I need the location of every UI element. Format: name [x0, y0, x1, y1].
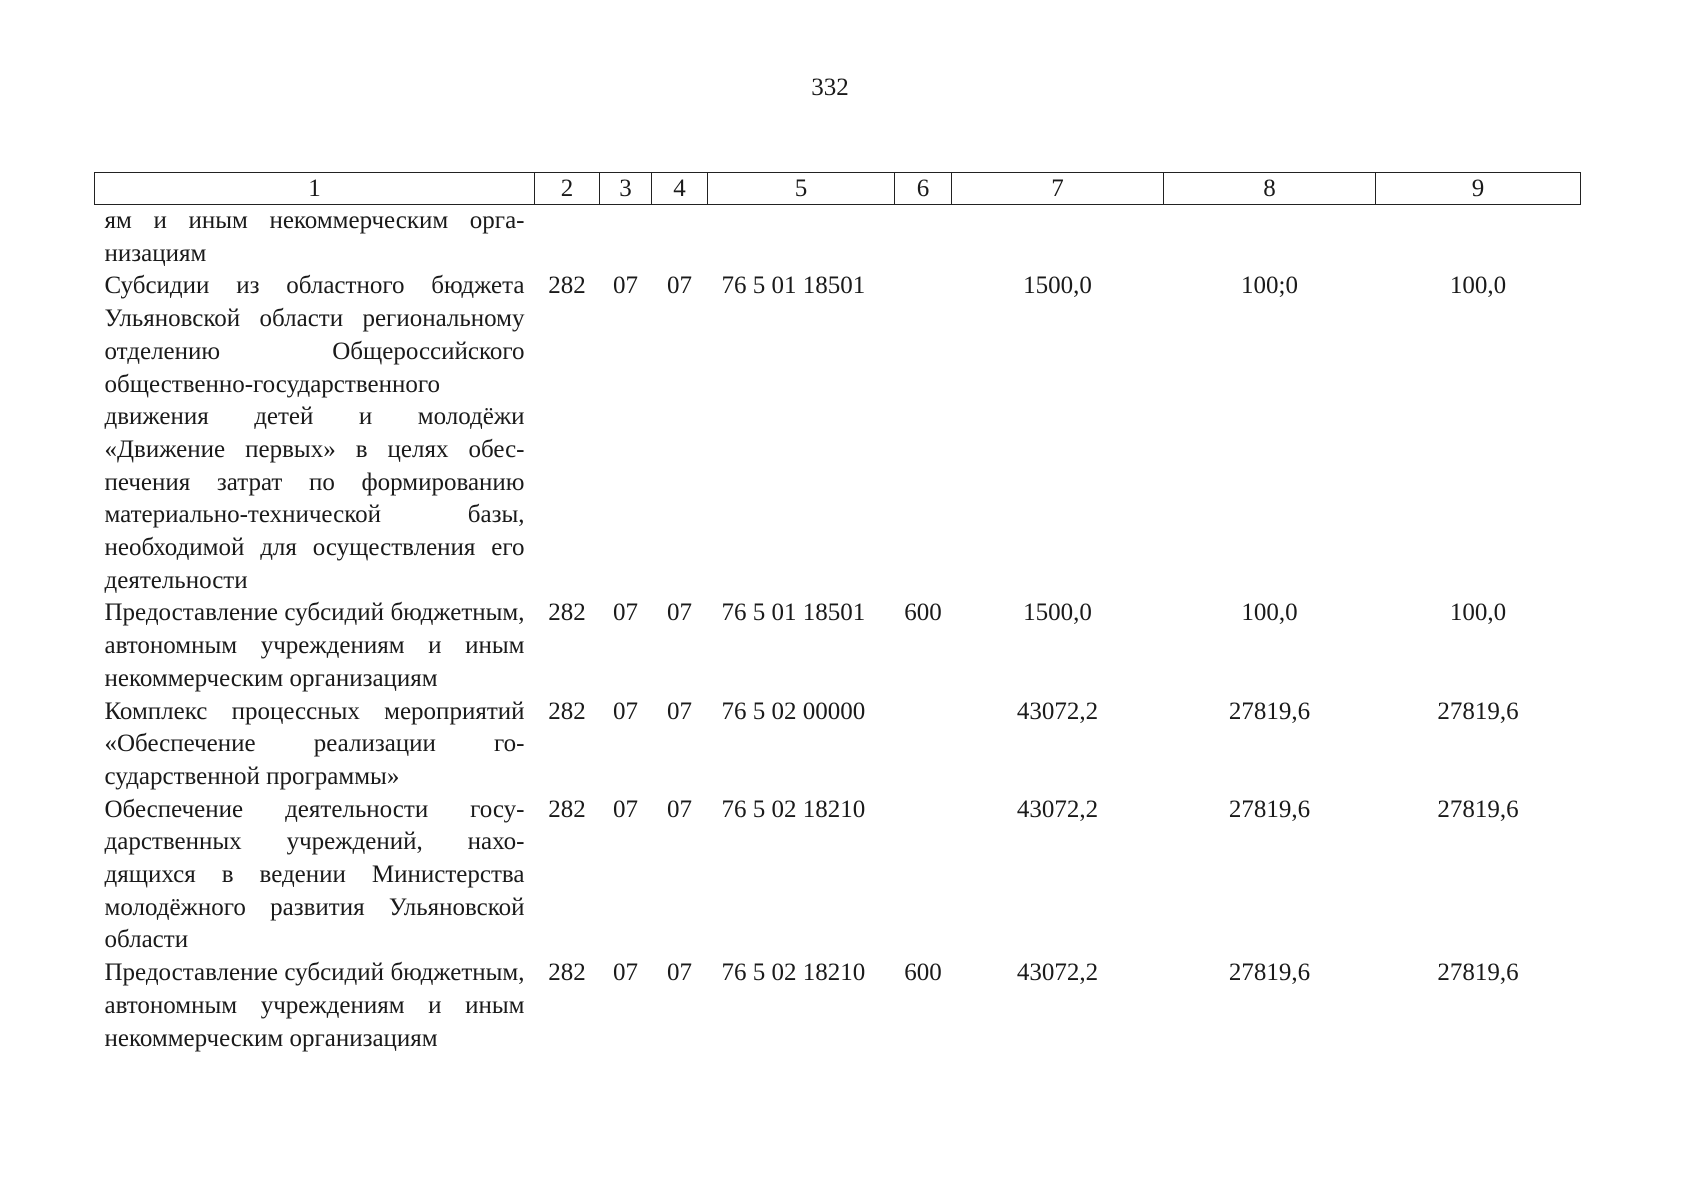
cell-subsection: 07 — [667, 697, 692, 725]
cell-amount-col7: 43072,2 — [1016, 959, 1099, 987]
cell-amount-col7: 43072,2 — [1016, 697, 1099, 725]
cell-amount-col8 — [1164, 205, 1376, 271]
cell-amount-col8: 100,0 — [1241, 599, 1298, 627]
column-header: 3 — [600, 173, 652, 205]
column-header: 8 — [1164, 173, 1376, 205]
cell-amount-col8: 100;0 — [1241, 272, 1298, 300]
header-row — [95, 173, 1581, 205]
table-body — [95, 205, 1581, 1056]
column-header: 5 — [708, 173, 895, 205]
cell-amount-col7 — [952, 205, 1164, 271]
cell-subsection: 07 — [667, 272, 692, 300]
cell-amount-col8: 27819,6 — [1228, 697, 1311, 725]
row-description: Предоставление субсидий бюджетным, автономным учреждениям и иным некоммерческим организациям — [104, 959, 525, 1052]
cell-amount-col9: 27819,6 — [1437, 959, 1519, 987]
row-description: Комплекс процессных мероприятий «Обеспечение реализации государственной программы» — [104, 697, 525, 790]
cell-amount-col8: 27819,6 — [1228, 959, 1311, 987]
column-header: 1 — [95, 173, 535, 205]
cell-ministry-code: 282 — [548, 599, 586, 627]
cell-ministry-code: 282 — [548, 959, 586, 987]
table-row — [95, 696, 1581, 794]
column-header: 9 — [1376, 173, 1581, 205]
column-header: 7 — [952, 173, 1164, 205]
cell-expense-type — [895, 205, 952, 271]
cell-target-article: 76 5 02 00000 — [721, 697, 866, 725]
cell-amount-col9: 27819,6 — [1437, 697, 1519, 725]
cell-target-article: 76 5 02 18210 — [721, 959, 866, 987]
cell-target-article: 76 5 01 18501 — [721, 599, 866, 627]
table-row — [95, 957, 1581, 1055]
page-number: 332 — [811, 74, 849, 101]
cell-section — [600, 205, 652, 271]
cell-target-article: 76 5 01 18501 — [721, 272, 866, 300]
cell-section: 07 — [613, 599, 638, 627]
row-description: Субсидии из областного бюджета Ульяновской области региональному отделению Общероссийского общественно-государственного движения детей и молодёжи «Движение первых» в целях обеспечения затрат по формированию материально-технической базы, необходимой для осуществления его деятельности — [104, 272, 525, 594]
cell-expense-type: 600 — [904, 599, 942, 627]
cell-amount-col9: 27819,6 — [1437, 795, 1519, 823]
table-row — [95, 270, 1581, 597]
cell-amount-col7: 1500,0 — [1023, 599, 1092, 627]
cell-ministry-code: 282 — [548, 272, 586, 300]
cell-section: 07 — [613, 697, 638, 725]
cell-expense-type — [895, 696, 952, 794]
cell-amount-col9: 100,0 — [1449, 599, 1507, 627]
cell-expense-type: 600 — [904, 959, 942, 987]
cell-subsection — [652, 205, 708, 271]
table-row — [95, 205, 1581, 271]
table-header — [95, 173, 1581, 205]
cell-subsection: 07 — [667, 795, 692, 823]
cell-subsection: 07 — [667, 599, 692, 627]
cell-subsection: 07 — [667, 959, 692, 987]
row-description: ям и иным некоммерческим организациям — [104, 207, 525, 267]
cell-target-article — [708, 205, 895, 271]
cell-ministry-code: 282 — [548, 697, 586, 725]
column-header: 6 — [895, 173, 952, 205]
cell-ministry-code: 282 — [548, 795, 586, 823]
cell-amount-col7: 1500,0 — [1023, 272, 1092, 300]
cell-ministry-code — [535, 205, 600, 271]
row-description: Предоставление субсидий бюджетным, автономным учреждениям и иным некоммерческим организациям — [104, 599, 525, 692]
column-header: 4 — [652, 173, 708, 205]
cell-section: 07 — [613, 272, 638, 300]
cell-section: 07 — [613, 959, 638, 987]
cell-amount-col9 — [1376, 205, 1581, 271]
cell-section: 07 — [613, 795, 638, 823]
cell-target-article: 76 5 02 18210 — [721, 795, 866, 823]
table-row — [95, 597, 1581, 695]
cell-amount-col8: 27819,6 — [1228, 795, 1311, 823]
cell-amount-col7: 43072,2 — [1016, 795, 1099, 823]
budget-table — [94, 172, 1581, 1055]
cell-amount-col9: 100,0 — [1449, 272, 1507, 300]
cell-expense-type — [895, 270, 952, 597]
column-header: 2 — [535, 173, 600, 205]
row-description: Обеспечение деятельности государственных учреждений, находящихся в ведении Министерства молодёжного развития Ульяновской области — [104, 795, 525, 954]
table-row — [95, 794, 1581, 958]
cell-expense-type — [895, 794, 952, 958]
